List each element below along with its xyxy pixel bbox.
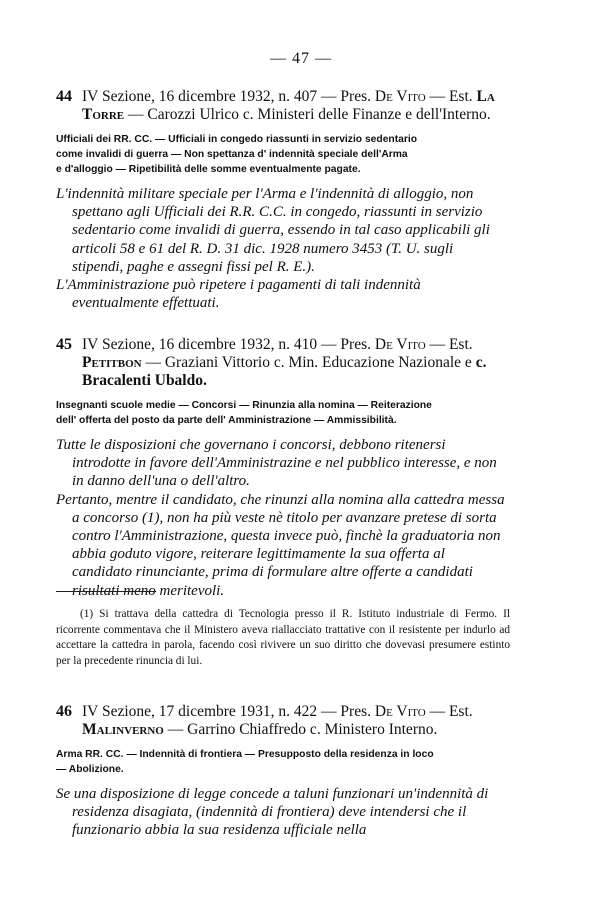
maxim-paragraph: Se una disposizione di legge concede a taluni funzionari un'indennità di residenza disagiata, (indennità di frontiera) deve intendersi che il funzionario abbia la sua residenza ufficiale nella — [56, 786, 489, 839]
footnote — [56, 607, 510, 669]
topic-line: Ufficiali dei RR. CC. — Ufficiali in congedo riassunti in servizio sedentario — [56, 134, 418, 145]
maxim-paragraph: Tutte le disposizioni che governano i concorsi, debbono ritenersi introdotte in favore dell'Amministrazine e nel pubblico interesse, e non in danno dell'una o dell'altro. — [56, 437, 497, 490]
rapporteur-name: Petitbon — [82, 354, 142, 371]
topic-line: — Abolizione. — [56, 764, 124, 775]
topic-line: e d'alloggio — Ripetibilità delle somme eventualmente pagate. — [56, 164, 361, 175]
entry-44 — [56, 88, 506, 312]
maxims — [56, 436, 506, 600]
entry-header — [56, 336, 506, 390]
parties: — Carozzi Ulrico c. Ministeri delle Finanze e dell'Interno. — [128, 106, 491, 123]
entry-header — [56, 88, 506, 124]
maxims — [56, 185, 506, 312]
entry-45 — [56, 336, 506, 600]
topics — [56, 132, 506, 177]
page-number: — 47 — — [270, 50, 332, 67]
parties-bold: c. Bracalenti Ubaldo. — [82, 354, 487, 389]
rapporteur-label: Est. — [448, 88, 473, 105]
rapporteur-label: Est. — [448, 703, 473, 720]
topic-line: dell' offerta del posto da parte dell' Amministrazione — Ammissibilità. — [56, 415, 397, 426]
rapporteur-name: Malinverno — [82, 721, 164, 738]
entry-number: 44 — [56, 88, 72, 105]
parties: — Graziani Vittorio c. Min. Educazione Nazionale e — [145, 354, 472, 371]
maxim-paragraph: L'indennità militare speciale per l'Arma e l'indennità di alloggio, non spettano agli Ufficiali dei R.R. C.C. in congedo, riassunti in servizio sedentario come invalidi di guerra, essendo in tal caso applicabili gli articoli 58 e 61 del R. D. 31 dic. 1928 numero 3453 (T. U. sugli stipendi, paghe e assegni fissi pel R. E.). — [56, 186, 490, 275]
maxim-paragraph: Pertanto, mentre il candidato, che rinunzi alla nomina alla cattedra messa a concorso (1), non ha più veste nè titolo per avanzare pretese di sorta contro l'Amministrazione, questa invece può, finchè la graduatoria non abbia goduto vigore, reiterare legittimamente la sua offerta al candidato rinunciante, prima di formulare altre offerte a candidati risultati meno meritevoli. — [56, 491, 505, 599]
header-dash: — — [429, 336, 446, 353]
entry-header — [56, 703, 506, 739]
header-text: IV Sezione, 17 dicembre 1931, n. 422 — Pres. — [82, 703, 371, 720]
rapporteur-name: La Torre — [82, 88, 495, 123]
topic-line: come invalidi di guerra — Non spettanza d' indennità speciale dell'Arma — [56, 149, 408, 160]
header-dash: — — [429, 703, 446, 720]
maxims — [56, 785, 506, 840]
topic-line: Insegnanti scuole medie — Concorsi — Rinunzia alla nomina — Reiterazione — [56, 400, 432, 411]
parties: — Garrino Chiaffredo c. Ministero Interno. — [167, 721, 438, 738]
president-name: De Vito — [374, 703, 426, 720]
header-text: IV Sezione, 16 dicembre 1932, n. 407 — Pres. — [82, 88, 371, 105]
header-text: IV Sezione, 16 dicembre 1932, n. 410 — Pres. — [82, 336, 371, 353]
rapporteur-label: Est. — [448, 336, 473, 353]
topics — [56, 398, 506, 428]
topics — [56, 747, 506, 777]
header-dash: — — [429, 88, 446, 105]
footnote-text: (1) Si trattava della cattedra di Tecnologia presso il R. Istituto industriale di Fermo. Il ricorrente commentava che il Ministero aveva riallacciato trattative con il resistente per indurlo ad accettare la cattedra in parola, facendo così rivivere un suo diritto che dovevasi presumere estinto per la precedente rinuncia di lui. — [56, 608, 510, 667]
footnote-rule — [56, 591, 156, 592]
president-name: De Vito — [374, 88, 426, 105]
topic-line: Arma RR. CC. — Indennità di frontiera — Presupposto della residenza in loco — [56, 749, 434, 760]
president-name: De Vito — [374, 336, 426, 353]
entry-number: 46 — [56, 703, 72, 720]
maxim-paragraph: L'Amministrazione può ripetere i pagamenti di tali indennità eventualmente effettuati. — [56, 277, 421, 312]
entry-number: 45 — [56, 336, 72, 353]
entry-46 — [56, 703, 506, 840]
